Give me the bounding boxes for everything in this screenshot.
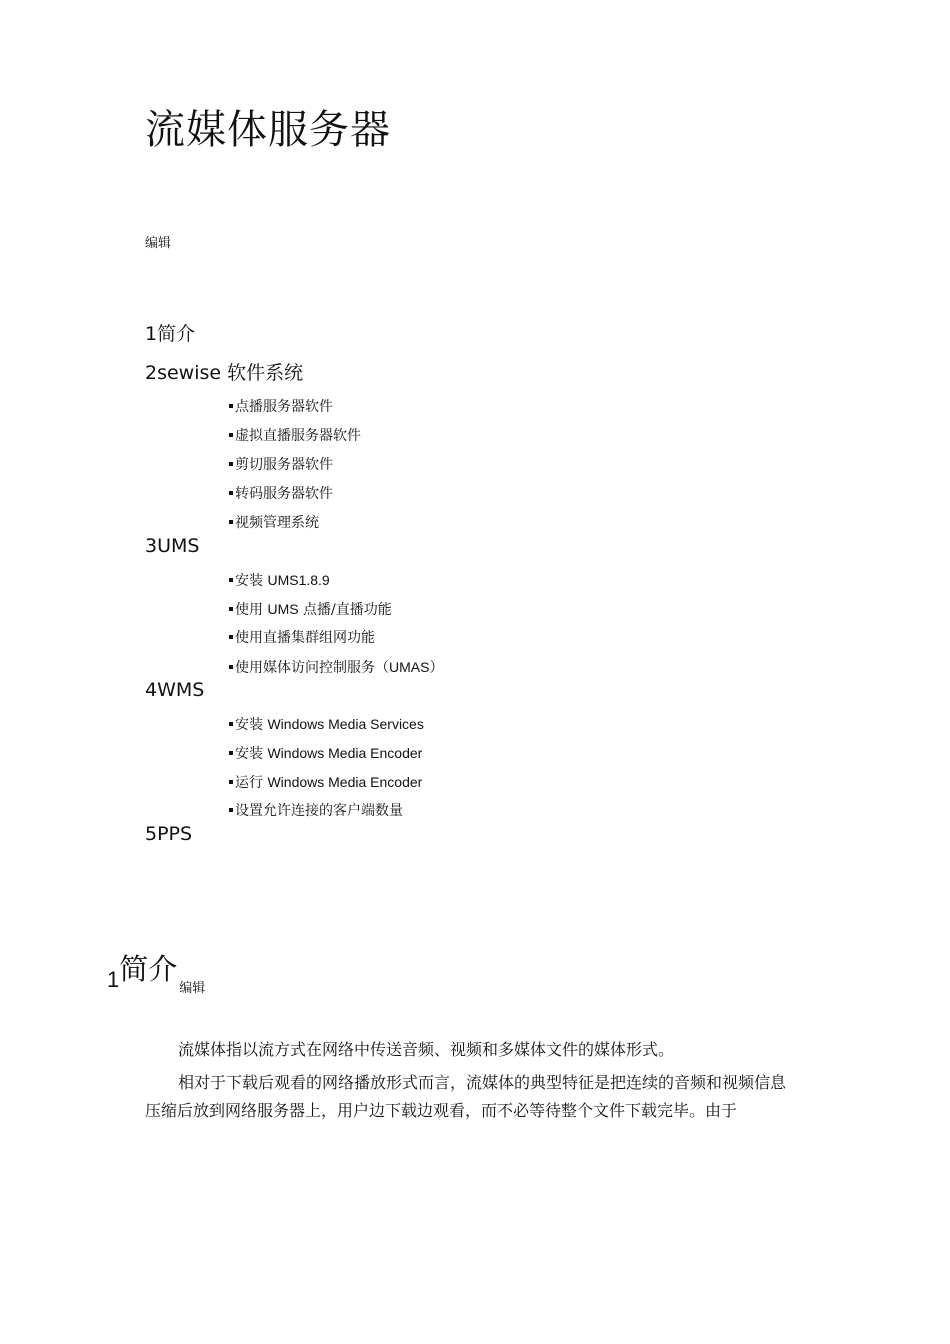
toc-subitem[interactable]: 安装 UMS1.8.9 [229,571,845,600]
toc-subitem[interactable]: 运行 Windows Media Encoder [229,773,845,802]
bullet-icon [229,607,233,611]
toc-sublist-ums [145,571,845,678]
bullet-icon [229,433,233,437]
toc-sublist-wms [145,715,845,822]
toc-subitem[interactable]: 设置允许连接的客户端数量 [229,802,845,822]
table-of-contents [145,322,845,846]
toc-item-intro[interactable]: 1简介 [145,323,196,345]
toc-subitem[interactable]: 使用媒体访问控制服务（UMAS） [229,658,845,678]
toc-item-sewise[interactable]: 2sewise 软件系统 [145,362,304,384]
paragraph: 相对于下载后观看的网络播放形式而言，流媒体的典型特征是把连续的音频和视频信息 压缩后放到网络服务器上，用户边下载边观看，而不必等待整个文件下载完毕。由于 [145,1073,787,1120]
page-title: 流媒体服务器 [145,107,391,153]
bullet-icon [229,520,233,524]
toc-subitem[interactable]: 转码服务器软件 [229,485,845,514]
bullet-icon [229,578,233,582]
section-number: 1 [107,967,120,992]
toc-sublist-sewise [145,398,845,534]
paragraph: 流媒体指以流方式在网络中传送音频、视频和多媒体文件的媒体形式。 [178,1040,675,1059]
bullet-icon [229,462,233,466]
toc-subitem[interactable]: 使用 UMS 点播/直播功能 [229,600,845,629]
toc-subitem[interactable]: 点播服务器软件 [229,398,845,427]
section-edit-link[interactable]: 编辑 [179,981,206,996]
bullet-icon [229,665,233,669]
toc-item-ums[interactable]: 3UMS [145,535,200,557]
toc-subitem[interactable]: 视频管理系统 [229,514,845,534]
toc-subitem[interactable]: 虚拟直播服务器软件 [229,427,845,456]
bullet-icon [229,491,233,495]
section-heading-intro [107,952,206,996]
bullet-icon [229,404,233,408]
toc-subitem[interactable]: 安装 Windows Media Services [229,715,845,744]
bullet-icon [229,751,233,755]
toc-item-wms[interactable]: 4WMS [145,679,205,701]
section-title: 简介 [119,952,178,986]
bullet-icon [229,722,233,726]
bullet-icon [229,635,233,639]
toc-subitem[interactable]: 安装 Windows Media Encoder [229,744,845,773]
bullet-icon [229,808,233,812]
toc-item-pps[interactable]: 5PPS [145,823,193,845]
toc-subitem[interactable]: 剪切服务器软件 [229,456,845,485]
edit-link[interactable]: 编辑 [145,236,172,251]
bullet-icon [229,780,233,784]
toc-subitem[interactable]: 使用直播集群组网功能 [229,629,845,658]
